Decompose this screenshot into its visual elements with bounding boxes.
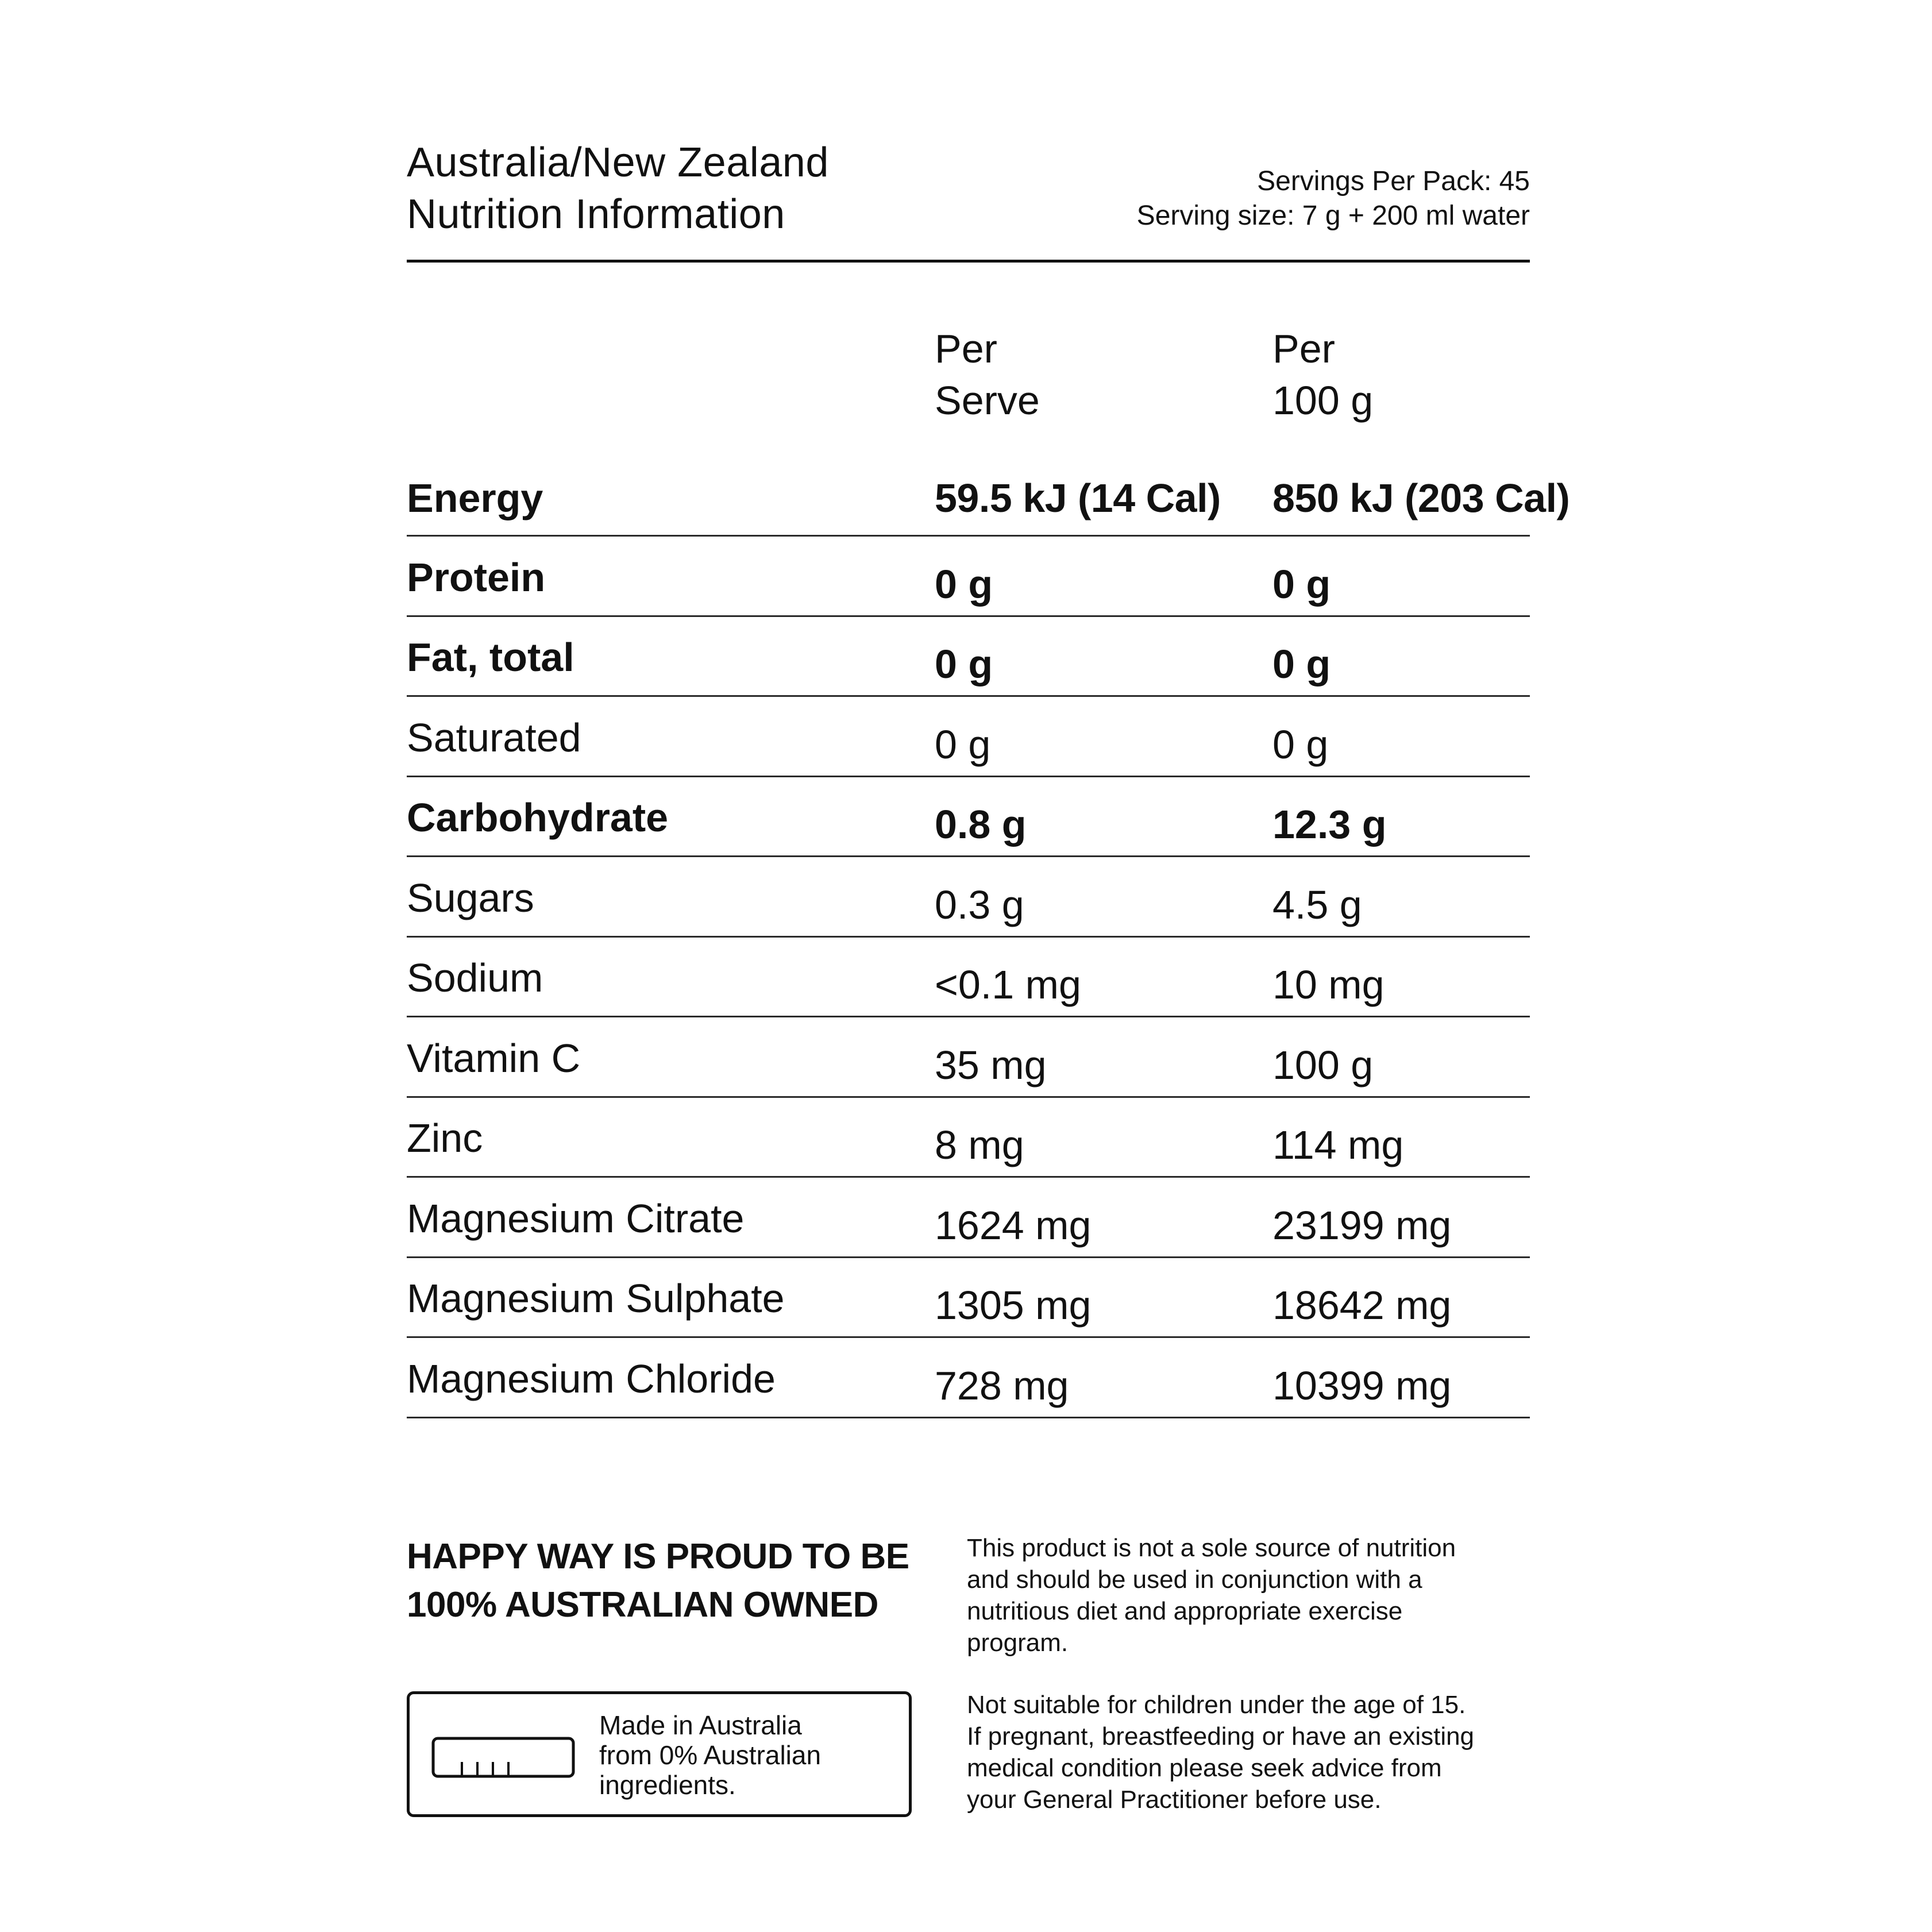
disclaimer-paragraph-1	[967, 1532, 1541, 1659]
value-per-100g: 18642 mg	[1272, 1283, 1452, 1328]
disclaimer-line: and should be used in conjunction with a	[967, 1565, 1422, 1594]
table-row	[407, 697, 1530, 777]
disclaimer-line: This product is not a sole source of nutrition	[967, 1534, 1456, 1562]
value-per-100g: 100 g	[1272, 1042, 1374, 1088]
column-header-line: Per	[1272, 326, 1335, 371]
disclaimer-line: your General Practitioner before use.	[967, 1786, 1382, 1814]
ownership-statement	[407, 1533, 909, 1629]
value-per-100g: 10 mg	[1272, 962, 1385, 1007]
table-row	[407, 1017, 1530, 1098]
disclaimer-line: nutritious diet and appropriate exercise	[967, 1597, 1403, 1625]
value-per-100g: 12.3 g	[1272, 802, 1387, 847]
made-in-line: from 0% Australian	[599, 1740, 822, 1770]
table-row	[407, 454, 1570, 537]
value-per-serve: 0 g	[935, 561, 993, 607]
nutrient-name: Fat, total	[407, 635, 574, 680]
value-per-serve: 35 mg	[935, 1042, 1047, 1088]
ruler-bar-gauge-icon	[431, 1737, 575, 1778]
value-per-serve: 0.8 g	[935, 802, 1027, 847]
nutrient-name: Sugars	[407, 875, 534, 920]
table-row	[407, 1178, 1530, 1258]
table-row	[407, 537, 1530, 617]
country-of-origin-label	[407, 1691, 912, 1817]
disclaimer-line: program.	[967, 1629, 1069, 1657]
value-per-100g: 0 g	[1272, 722, 1329, 767]
column-header-line: Per	[935, 326, 997, 371]
header-divider	[407, 260, 1530, 263]
value-per-serve: 0 g	[935, 642, 993, 687]
table-row	[407, 777, 1530, 858]
nutrient-name: Zinc	[407, 1116, 483, 1160]
ownership-line-2: 100% AUSTRALIAN OWNED	[407, 1585, 878, 1625]
table-row	[407, 617, 1530, 697]
value-per-serve: 8 mg	[935, 1123, 1024, 1167]
servings-per-pack: Servings Per Pack: 45	[1257, 166, 1530, 196]
table-row	[407, 1258, 1530, 1339]
nutrient-name: Saturated	[407, 715, 581, 760]
value-per-serve: 728 mg	[935, 1363, 1069, 1408]
nutrient-name: Protein	[407, 554, 546, 600]
nutrient-name: Energy	[407, 476, 543, 520]
made-in-line: Made in Australia	[599, 1710, 802, 1740]
table-row	[407, 1098, 1530, 1178]
column-header-per-100g	[1272, 323, 1373, 426]
value-per-serve: 1305 mg	[935, 1283, 1092, 1328]
table-row	[407, 1338, 1530, 1418]
nutrient-name: Sodium	[407, 955, 543, 1000]
ownership-line-1: HAPPY WAY IS PROUD TO BE	[407, 1537, 909, 1576]
value-per-serve: 59.5 kJ (14 Cal)	[935, 476, 1221, 520]
disclaimer-line: If pregnant, breastfeeding or have an existing	[967, 1722, 1475, 1750]
nutrient-name: Carbohydrate	[407, 795, 669, 840]
title-line-2: Nutrition Information	[407, 191, 785, 237]
value-per-serve: 0.3 g	[935, 882, 1024, 927]
made-in-text	[599, 1710, 821, 1800]
value-per-100g: 0 g	[1272, 642, 1331, 687]
value-per-100g: 114 mg	[1272, 1123, 1404, 1167]
made-in-line: ingredients.	[599, 1770, 736, 1800]
nutrition-table	[407, 454, 1570, 1418]
value-per-serve: <0.1 mg	[935, 962, 1081, 1007]
table-row	[407, 857, 1530, 938]
nutrient-name: Magnesium Chloride	[407, 1356, 776, 1401]
disclaimer-paragraph-2	[967, 1689, 1541, 1815]
nutrient-name: Vitamin C	[407, 1035, 581, 1081]
value-per-100g: 23199 mg	[1272, 1202, 1452, 1248]
nutrient-name: Magnesium Sulphate	[407, 1276, 785, 1321]
value-per-100g: 0 g	[1272, 561, 1331, 607]
value-per-100g: 10399 mg	[1272, 1363, 1452, 1408]
column-header-line: 100 g	[1272, 378, 1374, 423]
disclaimer-line: Not suitable for children under the age of 15.	[967, 1691, 1466, 1719]
table-row	[407, 938, 1530, 1018]
nutrient-name: Magnesium Citrate	[407, 1196, 745, 1241]
panel-title	[407, 137, 829, 240]
title-line-1: Australia/New Zealand	[407, 140, 829, 186]
column-header-line: Serve	[935, 378, 1040, 423]
disclaimer-line: medical condition please seek advice from	[967, 1754, 1442, 1782]
value-per-100g: 850 kJ (203 Cal)	[1272, 476, 1570, 520]
value-per-serve: 1624 mg	[935, 1202, 1092, 1248]
column-header-per-serve	[935, 323, 1040, 426]
serving-size: Serving size: 7 g + 200 ml water	[1136, 200, 1530, 231]
value-per-100g: 4.5 g	[1272, 882, 1362, 927]
serving-info	[1137, 164, 1530, 233]
value-per-serve: 0 g	[935, 722, 991, 767]
disclaimer	[967, 1532, 1541, 1846]
